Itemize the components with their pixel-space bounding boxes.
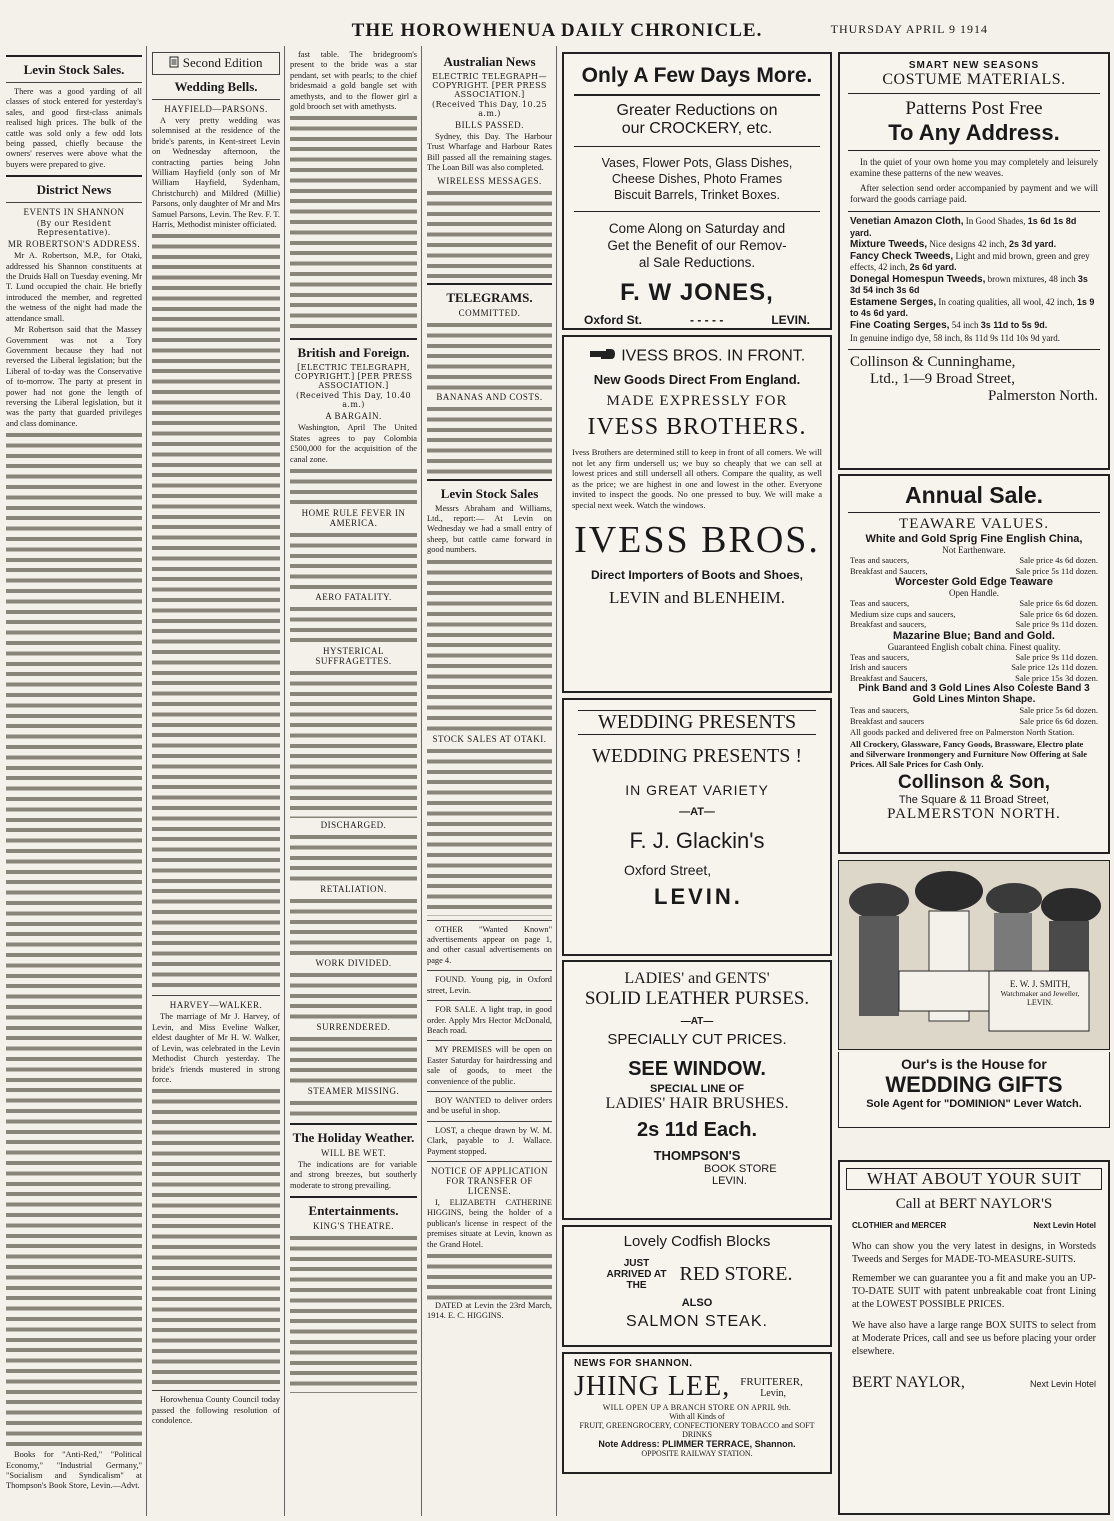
advertiser-signoff [852,1374,1096,1392]
article-headline: District News [36,182,112,198]
ad-line: IN GREAT VARIETY [625,782,769,798]
ad-price: 2s 11d Each. [636,1119,758,1141]
ad-line: Cheese Dishes, Photo Frames [611,172,783,186]
fabric-desc: Nice designs 42 inch, [929,239,1007,249]
teaware-row [850,673,1098,684]
teaware-item: Breakfast and saucers [850,715,925,726]
teaware-price: Sale price 6s 6d dozen. [1019,608,1098,619]
article-headline: Levin Stock Sales. [23,62,125,77]
ad-line: Our's is the House for [901,1056,1047,1072]
teaware-price: Sale price 15s 3d dozen. [1015,672,1098,683]
teaware-item: Breakfast and saucers, [850,619,927,629]
column-3 [286,50,421,1515]
ad-collinson-son [838,474,1110,854]
edition-label: Second Edition [182,55,263,70]
address-street: Oxford St. [584,313,643,327]
advertiser-name: F. W JONES, [620,279,774,306]
text-filler [427,404,552,474]
article-body: The marriage of Mr J. Harvey, of Levin, and Miss Eveline Walker, eldest daughter of Mr H. W. Walker, of Levin, was celebrated in the Levin Methodist Church yesterday. The bride's friends mustered in strong force. [152,1012,280,1084]
teaware-item: Medium size cups and saucers, [850,608,956,619]
ad-kicker: SMART NEW SEASONS [908,60,1040,71]
ad-trade-line [852,1221,1096,1230]
teaware-item: Teas and saucers, [850,651,910,662]
ad-line: Not Earthenware. [942,545,1006,555]
text-filler [290,896,417,956]
article-body: There was a good yarding of all classes of stock entered for yesterday's sales, and good first-class animals realised high prices. The bulk of the cattle was sold only a few odd lots being passed, chiefly because the owners' reserves were above what the buyers were prepared to give. [6,87,142,169]
advertiser-city: LEVIN. [654,884,743,909]
ad-section-title: Pink Band and 3 Gold Lines Also Coleste Band 3 Gold Lines Minton Shape. [858,683,1090,705]
ad-line: Guaranteed English cobalt china. Finest quality. [887,641,1061,652]
advertiser-address: Note Address: PLIMMER TERRACE, Shannon. [598,1439,796,1449]
advertiser-address: The Square & 11 Broad Street, [898,794,1050,806]
column-rule [284,46,285,1516]
ad-section-title: Mazarine Blue; Band and Gold. [893,629,1055,642]
ad-line: Call at BERT NAYLOR'S [895,1196,1053,1212]
teaware-price-list [840,598,1108,630]
ad-line-group [564,1369,830,1403]
ad-line: MADE EXPRESSLY FOR [606,393,788,409]
article-body: A very pretty wedding was solemnised at the residence of the bride's parents, in Kent-street Levin on Wednesday afternoon, the contracting parties being John William Hayfield (only son of Mr William Hayfield, Sydenham, Christchurch) and Mildred (Millie) Parsons, only daughter of Mr and Mrs Samuel Parsons, Levin. The Rev. F. T. Harris, Methodist minister officiated. [152,116,280,230]
ad-line: —AT— [679,806,715,818]
advertiser-name: Collinson & Son, [898,772,1050,793]
article-body: fast table. The bridegroom's present to the bride was a star pendant, set with pearls; to the chief bridesmaid a gold bangle set with amethysts, and to the flower girl a gold brooch set with amethysts. [290,50,417,112]
ad-body: Ivess Brothers are determined still to keep in front of all comers. We will not let any firm undersell us; we buy so cheaply that we can sell at lowest prices and still undersell all others. Compare the quality, as well as the price; we are highest in one and lowest in the other. Everyone invited to inspect the goods. No one pressed to buy. We will make a special next week. Watch the windows. [572,447,822,510]
ad-line: SEE WINDOW. [628,1058,766,1080]
ad-body: Remember we can guarantee you a fit and make you an UP-TO-DATE SUIT with patent unbreakable coat front Lining at the LOWEST POSSIBLE PRICES. [852,1273,1096,1310]
ad-line: our CROCKERY, etc. [621,120,773,137]
ad-glackin [562,698,832,956]
address-dashes: - - - - - [690,313,724,327]
ad-line: With all Kinds of [669,1412,725,1421]
wire-credit: ELECTRIC TELEGRAPH—COPYRIGHT. [PER PRESS ASSOCIATION.] [432,72,547,99]
teaware-price: Sale price 6s 6d dozen. [1019,598,1098,608]
teaware-row [850,662,1098,673]
article-subhead: SURRENDERED. [316,1022,391,1033]
text-filler [427,188,552,278]
text-filler [290,530,417,590]
ad-line: Direct Importers of Boots and Shoes, [590,568,804,582]
article-subhead: MR ROBERTSON'S ADDRESS. [7,239,141,250]
fabric-item [850,251,1098,274]
article-subhead: EVENTS IN SHANNON [23,207,125,218]
fabric-price: 2s 3d yard. [1009,239,1057,249]
article-headline: The Holiday Weather. [292,1130,415,1146]
article-subhead: KING'S THEATRE. [313,1221,394,1232]
ad-line: FRUIT, GREENGROCERY, CONFECTIONERY TOBACCO and SOFT DRINKS [579,1421,815,1439]
teaware-item: Teas and saucers, [850,705,910,715]
ad-line: LADIES' and GENTS' [624,970,770,987]
teaware-price: Sale price 9s 11d dozen. [1015,651,1098,662]
ad-line: White and Gold Sprig Fine English China, [865,533,1083,545]
teaware-row [850,609,1098,620]
teaware-price: Sale price 9s 11d dozen. [1015,619,1098,629]
fabric-price: 3s 11d to 5s 9d. [980,319,1048,330]
fabric-item [850,320,1098,332]
article-body: Messrs Abraham and Williams, Ltd., report:— At Levin on Wednesday we had a small entry of sheep, but cattle came forward in good numbers. [427,503,552,555]
article-subhead: BILLS PASSED. [455,120,524,130]
wire-credit: [ELECTRIC TELEGRAPH, COPYRIGHT.] [PER PRESS ASSOCIATION.] [294,363,413,391]
teaware-row [850,555,1098,566]
article-subhead: STOCK SALES AT OTAKI. [432,733,547,744]
ad-headline: WEDDING GIFTS [885,1072,1063,1097]
article-headline: Australian News [443,54,536,69]
teaware-item: Teas and saucers, [850,598,910,608]
classified-ad: LOST, a cheque drawn by W. M. Clark, payable to J. Wallace. Payment stopped. [427,1125,552,1156]
ad-body: We have also have a large range BOX SUITS to select from at Moderate Prices, call and see us before placing your order elsewhere. [852,1320,1096,1357]
teaware-price-list [840,652,1108,684]
teaware-row [850,716,1098,727]
text-filler [290,1098,417,1118]
teaware-row [850,652,1098,663]
text-filler [427,557,552,732]
article-subhead: BANANAS AND COSTS. [436,391,543,402]
article-body: Sydney, this Day. The Harbour Trust Wharfage and Harbour Rates Bill passed all the remaining stages. The Loan Bill was also completed. [427,132,552,173]
text-filler [6,430,142,1450]
advertiser-address: Ltd., 1—9 Broad Street, [870,371,1015,387]
text-filler [290,970,417,1020]
column-rule [556,46,557,1516]
teaware-item: Breakfast and Saucers, [850,565,928,576]
article-subhead: STEAMER MISSING. [307,1086,400,1097]
ad-line: ALSO [681,1297,713,1309]
fabric-price: 3s 3d 54 inch 3s 6d [850,273,1088,295]
fabric-desc: In coating qualities, all wool, 42 inch, [938,296,1075,307]
ad-line: Open Handle. [949,588,999,598]
pointing-hand-icon [589,347,617,366]
fabric-name: Fancy Check Tweeds, [850,250,954,262]
article-headline: Entertainments. [308,1203,399,1219]
teaware-item: Teas and saucers, [850,555,910,565]
ad-headline: SOLID LEATHER PURSES. [584,988,810,1009]
ad-line: WILL OPEN UP A BRANCH STORE ON APRIL 9th. [602,1403,792,1412]
ad-kicker: NEWS FOR SHANNON. [574,1358,693,1369]
received-time: (Received This Day, 10.40 a.m.) [296,391,411,410]
text-filler [290,832,417,882]
ad-line: To Any Address. [888,120,1060,145]
ad-headline: Lovely Codfish Blocks [623,1233,771,1250]
ad-headline [564,347,830,366]
article-subhead: A BARGAIN. [325,411,382,422]
classified-ad: FOUND. Young pig, in Oxford street, Levin. [427,975,552,995]
column-4 [423,50,556,1515]
ad-line: SALMON STEAK. [626,1313,768,1330]
ad-line: WEDDING PRESENTS ! [592,745,802,767]
teaware-item: Irish and saucers [850,662,908,672]
text-filler [152,231,280,991]
ad-section-title: Worcester Gold Edge Teaware [895,576,1053,588]
classified-ad: OTHER "Wanted Known" advertisements appear on page 1, and other casual advertisements on page 4. [427,924,552,965]
ad-headline: WEDDING PRESENTS [578,710,816,735]
legal-notice-signature: DATED at Levin the 23rd March, 1914. E. C. HIGGINS. [427,1301,552,1321]
ad-line: —AT— [680,1016,714,1027]
teaware-row [850,619,1098,630]
teaware-price: Sale price 5s 6d dozen. [1019,705,1098,715]
fabric-desc: Light and mid brown, green and grey effects, 42 inch, [850,250,1090,272]
advertiser-trade: FRUITERER, [740,1375,803,1388]
article-body: Washington, April The United States agrees to pay Colombia £500,000 for the acquisition of the canal zone. [290,423,417,464]
advertiser-city: LEVIN and BLENHEIM. [608,588,786,607]
ad-line: Vases, Flower Pots, Glass Dishes, [601,156,793,170]
advertisement-notice: Books for "Anti-Red," "Political Economy," "Industrial Germany," "Socialism and Syndicalism" at Thompson's Book Store, Levin.—Advt. [6,1450,142,1491]
teaware-price-list [840,555,1108,576]
ad-fw-jones [562,52,832,330]
article-subhead: WORK DIVIDED. [315,958,392,969]
teaware-price: Sale price 5s 11d dozen. [1015,565,1098,576]
teaware-price: Sale price 6s 6d dozen. [1019,715,1098,726]
text-filler [152,1086,280,1386]
advertiser-city: LEVIN. [712,1175,747,1187]
article-body: Mr Robertson said that the Massey Government was not a Tory Government because they had not reversed the Liberal legislation; but the Liberal of to-day was the Conservative of to-morrow. The party at present in power had not gone the length of reversing the Liberal legislation, but it was the party that guarded privileges and class dominance. [6,325,142,428]
ad-line: Greater Reductions on [616,102,778,119]
ad-line: LADIES' HAIR BRUSHES. [605,1095,789,1112]
ad-headline: Annual Sale. [904,482,1044,508]
fabric-item [850,239,1098,251]
advertiser-city: PALMERSTON NORTH. [887,806,1061,822]
article-subhead: HARVEY—WALKER. [169,1000,263,1011]
article-headline: TELEGRAMS. [446,289,533,305]
advertiser-address [584,313,810,327]
ad-line: Come Along on Saturday and [608,221,786,236]
advertiser-name: JHING LEE, [574,1371,731,1402]
advertiser-address: Oxford Street, [624,862,712,878]
article-subhead: RETALIATION. [320,884,387,895]
article-subhead: HAYFIELD—PARSONS. [164,104,268,115]
ad-ivess-bros [562,335,832,693]
ad-bert-naylor [838,1160,1110,1515]
address-town: LEVIN. [771,313,810,327]
received-time: (Received This Day, 10.25 a.m.) [432,100,547,118]
fabric-desc: 54 inch [951,319,979,330]
fabric-name: Venetian Amazon Cloth, [850,216,964,227]
article-subhead: WILL BE WET. [320,1148,387,1159]
fabric-name: Fine Coating Serges, [850,319,950,331]
column-rule [146,46,147,1516]
article-headline: British and Foreign. [297,345,410,361]
edition-banner [152,52,280,75]
advertiser-name: IVESS BROS. [574,519,820,561]
fabric-price: 1s 9 to 4s 6d yard. [850,296,1095,318]
classified-ad: FOR SALE. A light trap, in good order. Apply Mrs Hector McDonald, Beach road. [427,1005,552,1035]
teaware-row [850,598,1098,609]
text-filler [290,113,417,333]
ad-location: Next Levin Hotel [1029,1379,1096,1389]
ad-line: al Sale Reductions. [638,255,756,270]
article-subhead: DISCHARGED. [320,820,387,831]
fabric-name: Mixture Tweeds, [850,239,928,250]
fabric-name: Estamene Serges, [850,296,937,308]
advertiser-city: Levin, [760,1387,787,1399]
ad-line: SPECIALLY CUT PRICES. [607,1031,787,1048]
text-filler [290,668,417,818]
ad-line: JUST ARRIVED AT THE [606,1258,667,1291]
fabric-indigo-line: In genuine indigo dye, 58 inch, 8s 11d 9s 11d 10s 9d yard. [850,333,1061,343]
ad-line: SPECIAL LINE OF [650,1083,744,1095]
fabric-item [850,297,1098,320]
fabric-item [850,274,1098,297]
teaware-price: Sale price 4s 6d dozen. [1019,555,1098,565]
issue-date: THURSDAY APRIL 9 1914 [830,22,988,36]
ad-collinson-cunninghame [838,52,1110,470]
ad-line: New Goods Direct From England. [593,372,801,387]
column-rule [421,46,422,1516]
legal-notice-title: NOTICE OF APPLICATION FOR TRANSFER OF LICENSE. [430,1165,548,1196]
newspaper-title: THE HOROWHENUA DAILY CHRONICLE. [351,20,763,41]
ad-line: Biscuit Barrels, Trinket Boxes. [613,188,781,202]
wedding-illustration [838,860,1110,1050]
ad-line: TEAWARE VALUES. [899,516,1049,532]
article-body: The indications are for variable and strong breezes, but southerly moderate to strong prevailing. [290,1160,417,1190]
fabric-item [850,216,1098,239]
teaware-item: Breakfast and Saucers, [850,672,928,683]
ad-line: IVESS BROTHERS. [587,414,807,440]
article-headline: Wedding Bells. [174,79,258,95]
advertiser-name: Collinson & Cunninghame, [850,354,1016,370]
teaware-price: Sale price 12s 11d dozen. [1011,662,1098,672]
article-subhead: HOME RULE FEVER IN AMERICA. [301,508,406,529]
ad-body: All Crockery, Glassware, Fancy Goods, Brassware, Electro plate and Silverware Ironmongery and Furniture Now Offering at Sale Prices. All Sale Prices for Cash Only. [850,739,1088,769]
text-filler [290,466,417,506]
ad-red-store [562,1225,832,1347]
advertiser-name: THOMPSON'S [653,1148,741,1163]
teaware-row [850,566,1098,577]
ad-line: Get the Benefit of our Remov- [607,238,787,253]
teaware-row [850,705,1098,716]
article-subhead: AERO FATALITY. [315,592,392,603]
fabric-price-list [840,216,1108,331]
article-subhead: WIRELESS MESSAGES. [437,175,542,186]
fabric-price: 2s 6d yard. [909,262,957,272]
ad-line-group [564,1258,830,1291]
ad-body: All goods packed and delivered free on Palmerston North Station. [850,727,1075,737]
ad-line: Sole Agent for "DOMINION" Lever Watch. [866,1098,1082,1110]
ad-body: In the quiet of your own home you may completely and leisurely examine these patterns of the new weaves. [850,157,1098,178]
article-subhead: HYSTERICAL SUFFRAGETTES. [315,646,392,667]
ad-location: Next Levin Hotel [1033,1221,1096,1230]
ad-line: OPPOSITE RAILWAY STATION. [641,1449,753,1458]
classified-ad: MY PREMISES will be open on Easter Saturday for hairdressing and sale of goods, to meet the convenience of the public. [427,1045,552,1086]
classified-ad: BOY WANTED to deliver orders and be useful in shop. [427,1095,552,1116]
fabric-desc: In Good Shades, [965,216,1026,226]
text-filler [290,604,417,644]
ad-line: Patterns Post Free [905,98,1043,119]
teaware-price-list [840,705,1108,726]
masthead [0,0,1114,48]
advertiser-name: BERT NAYLOR, [852,1374,965,1391]
fabric-name: Donegal Homespun Tweeds, [850,273,986,285]
ad-headline-text: IVESS BROS. IN FRONT. [621,347,806,365]
newspaper-icon [169,56,179,72]
ad-headline: WHAT ABOUT YOUR SUIT [846,1168,1102,1190]
shop-sign-trade: Watchmaker and Jeweller, [1000,989,1080,998]
ad-headline: Only A Few Days More. [581,64,813,87]
fabric-desc: brown mixtures, 48 inch [987,273,1076,284]
article-body: Horowhenua County Council today passed the following resolution of condolence. [152,1395,280,1426]
column-1 [2,50,146,1515]
advertiser-name: RED STORE. [679,1263,793,1285]
ad-thompson-book-store [562,960,832,1220]
text-filler [427,746,552,916]
text-filler [290,1034,417,1084]
advertiser-city: Palmerston North. [988,388,1098,404]
shop-sign-name: E. W. J. SMITH, [1009,979,1071,989]
ad-body: After selection send order accompanied by payment and we will forward the goods carriage paid. [850,183,1098,204]
article-headline: Levin Stock Sales [440,485,539,501]
ad-smith-jeweller [838,860,1110,1128]
byline: (By our Resident Representative). [36,219,112,238]
ad-body: Who can show you the very latest in designs, in Worsteds Tweeds and Serges for MADE-TO-MEASURE-SUITS. [852,1241,1096,1265]
text-filler [290,1233,417,1393]
fabric-price: 1s 6d 1s 8d yard. [850,216,1077,238]
ad-jhing-lee [562,1352,832,1474]
article-body: Mr A. Robertson, M.P., for Otaki, addressed his Shannon constituents at the Druids Hall on Tuesday evening. Mr T. Lund occupied the chair. He briefly introduced the member, and regretted the wetness of the night had made the attendance small. [6,251,142,323]
advertiser-name: F. J. Glackin's [629,828,765,853]
text-filler [427,1251,552,1301]
ad-headline: COSTUME MATERIALS. [882,71,1066,88]
advertiser-address: BOOK STORE [704,1163,777,1175]
legal-notice-body: I, ELIZABETH CATHERINE HIGGINS, being the holder of a publican's license in respect of the premises situate at Levin, known as the Grand Hotel. [427,1197,552,1249]
article-subhead: COMMITTED. [458,307,521,318]
ad-trade: CLOTHIER and MERCER [852,1221,947,1230]
column-2 [148,50,284,1515]
text-filler [427,320,552,390]
shop-sign-town: LEVIN. [1027,998,1053,1007]
